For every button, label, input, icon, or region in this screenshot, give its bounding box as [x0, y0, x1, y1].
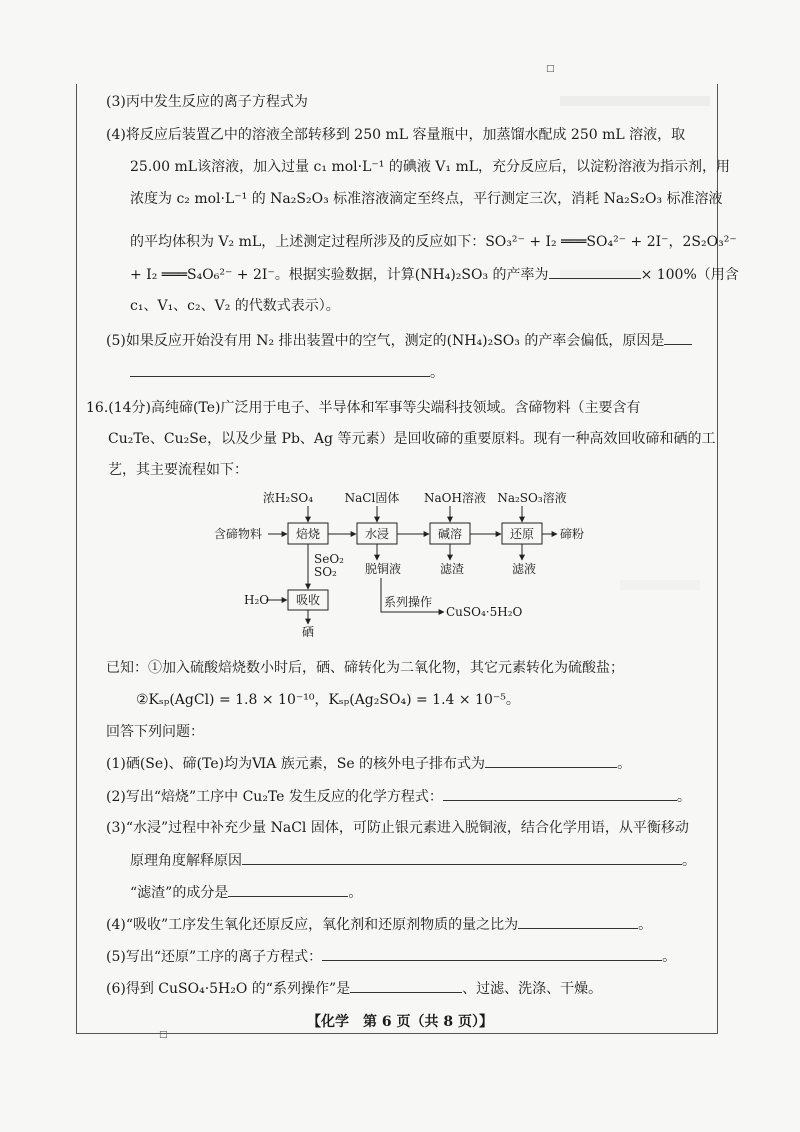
answer-blank[interactable]: [485, 753, 617, 768]
step-roast: 焙烧: [295, 527, 321, 541]
question-line: 的平均体积为 V₂ mL，上述测定过程所涉及的反应如下：SO₃²⁻ + I₂ ═══SO₄²⁻ + 2I⁻，2S₂O₃²⁻: [130, 234, 737, 250]
step-reduce: 还原: [509, 527, 535, 541]
answer-prompt: 回答下列问题：: [106, 724, 204, 740]
answer-blank[interactable]: [350, 978, 462, 993]
page-footer: 【化学 第 6 页（共 8 页）】: [307, 1014, 493, 1030]
subquestion-line: “滤渣”的成分是 。: [130, 882, 362, 903]
question-16-line: 16.(14分)高纯碲(Te)广泛用于电子、半导体和军事等尖端科技领域。含碲物料（主要含有: [86, 400, 641, 416]
byproduct-label: 滤渣: [439, 562, 465, 576]
question-16-line: Cu₂Te、Cu₂Se，以及少量 Pb、Ag 等元素）是回收碲的重要原料。现有一种高效回收碲和硒的工: [108, 431, 716, 447]
question-line: (4)将反应后装置乙中的溶液全部转移到 250 mL 容量瓶中，加蒸馏水配成 250 mL 溶液，取: [106, 127, 686, 143]
byproduct-label: 脱铜液: [364, 562, 402, 576]
step-water-leach: 水浸: [364, 527, 390, 541]
answer-blank[interactable]: [322, 946, 662, 961]
reagent-label: NaOH溶液: [424, 491, 486, 505]
step-alkali: 碱溶: [437, 527, 463, 541]
question-line: 25.00 mL该溶液，加入过量 c₁ mol·L⁻¹ 的碘液 V₁ mL，充分反应后，以淀粉溶液为指示剂，用: [130, 159, 731, 175]
question-line: c₁、V₁、c₂、V₂ 的代数式表示）。: [130, 298, 340, 314]
known-line: 已知：①加入硫酸焙烧数小时后，硒、碲转化为二氧化物，其它元素转化为硫酸盐；: [106, 660, 624, 676]
question-line: + I₂ ═══S₄O₆²⁻ + 2I⁻。根据实验数据，计算(NH₄)₂SO₃ 的产率为 × 100%（用含: [130, 264, 739, 285]
bleed-through: [560, 96, 710, 106]
question-line: 。: [130, 362, 444, 383]
series-label: 系列操作: [384, 595, 433, 609]
subquestion-line: 原理角度解释原因 。: [130, 850, 696, 871]
subquestion-line: (6)得到 CuSO₄·5H₂O 的“系列操作”是 、过滤、洗涤、干燥。: [106, 978, 602, 999]
known-line: ②Kₛₚ(AgCl) = 1.8 × 10⁻¹⁰，Kₛₚ(Ag₂SO₄) = 1.4 × 10⁻⁵。: [136, 692, 520, 708]
subquestion-line: (1)硒(Se)、碲(Te)均为ⅥA 族元素，Se 的核外电子排布式为 。: [106, 753, 631, 774]
subquestion-line: (3)“水浸”过程中补充少量 NaCl 固体，可防止银元素进入脱铜液，结合化学用语，从平衡移动: [106, 820, 689, 836]
answer-blank[interactable]: [242, 850, 682, 865]
reagent-label: 浓H₂SO₄: [262, 491, 314, 505]
subquestion-line: (5)写出“还原”工序的离子方程式： 。: [106, 946, 676, 967]
reagent-label: Na₂SO₃溶液: [497, 491, 567, 505]
gas-label: SeO₂: [314, 552, 344, 566]
scan-dot: □: [159, 1030, 168, 1040]
copper-salt-label: CuSO₄·5H₂O: [446, 605, 523, 619]
process-flow-diagram: [200, 486, 600, 644]
reagent-label: NaCl固体: [344, 491, 400, 505]
scan-dot: □: [546, 64, 555, 74]
answer-blank[interactable]: [518, 914, 638, 929]
bleed-through: [620, 580, 700, 590]
answer-blank[interactable]: [130, 362, 430, 377]
selenium-label: 硒: [301, 625, 315, 639]
step-absorb: 吸收: [295, 593, 321, 607]
answer-blank[interactable]: [228, 882, 348, 897]
subquestion-line: (4)“吸收”工序发生氧化还原反应，氧化剂和还原剂物质的量之比为 。: [106, 914, 652, 935]
answer-blank[interactable]: [664, 330, 692, 345]
question-line: (3)丙中发生反应的离子方程式为: [106, 94, 308, 110]
gas-label: SO₂: [314, 565, 337, 579]
answer-blank[interactable]: [443, 786, 677, 801]
question-line: 浓度为 c₂ mol·L⁻¹ 的 Na₂S₂O₃ 标准溶液滴定至终点，平行测定三次，消耗 Na₂S₂O₃ 标准溶液: [130, 191, 723, 207]
answer-blank[interactable]: [549, 264, 641, 279]
question-16-line: 艺，其主要流程如下：: [108, 462, 248, 478]
input-label: 含碲物料: [214, 527, 263, 541]
subquestion-line: (2)写出“焙烧”工序中 Cu₂Te 发生反应的化学方程式： 。: [106, 786, 691, 807]
water-label: H₂O: [244, 593, 270, 607]
question-line: (5)如果反应开始没有用 N₂ 排出装置中的空气，测定的(NH₄)₂SO₃ 的产率会偏低，原因是: [106, 330, 692, 351]
product-label: 碲粉: [560, 527, 585, 541]
byproduct-label: 滤液: [511, 562, 537, 576]
